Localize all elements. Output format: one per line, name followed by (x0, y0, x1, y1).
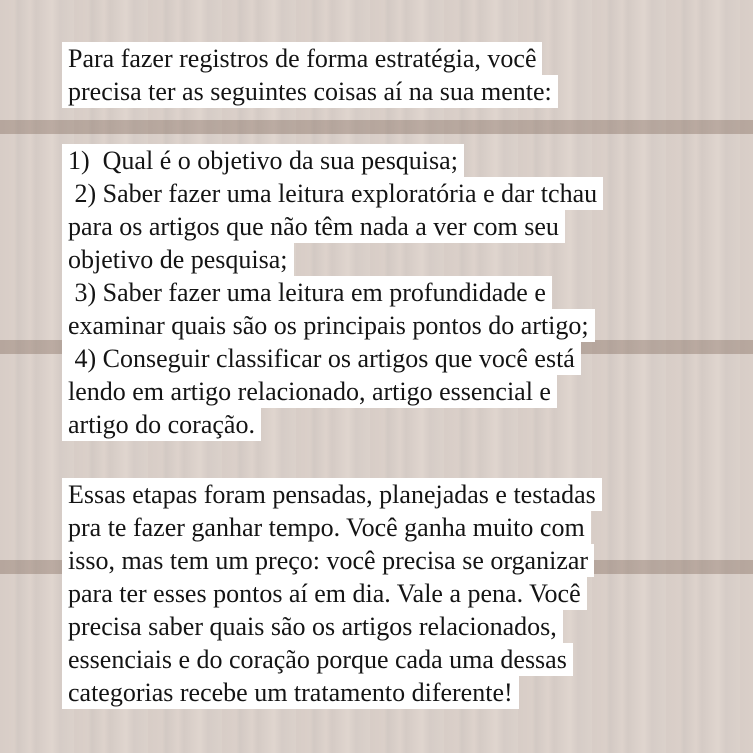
text-line: Essas etapas foram pensadas, planejadas e testadas (62, 478, 602, 511)
text-line: 1) Qual é o objetivo da sua pesquisa; (62, 144, 464, 177)
text-line: para ter esses pontos aí em dia. Vale a pena. Você (62, 577, 587, 610)
text-line: 4) Conseguir classificar os artigos que você está (62, 342, 581, 375)
paragraph-intro (62, 42, 558, 108)
text-line: essenciais e do coração porque cada uma dessas (62, 643, 573, 676)
text-line: examinar quais são os principais pontos do artigo; (62, 309, 595, 342)
text-line: precisa saber quais são os artigos relacionados, (62, 610, 563, 643)
text-line: precisa ter as seguintes coisas aí na sua mente: (62, 75, 558, 108)
text-line: para os artigos que não têm nada a ver com seu (62, 210, 565, 243)
paragraph-conclusion (62, 478, 602, 709)
paragraph-list (62, 144, 603, 441)
text-line: lendo em artigo relacionado, artigo essencial e (62, 375, 557, 408)
text-line: artigo do coração. (62, 408, 261, 441)
text-line: categorias recebe um tratamento diferente! (62, 676, 519, 709)
shelf-band (0, 120, 753, 134)
text-line: Para fazer registros de forma estratégia, você (62, 42, 542, 75)
text-line: 2) Saber fazer uma leitura exploratória e dar tchau (62, 177, 603, 210)
text-line: pra te fazer ganhar tempo. Você ganha muito com (62, 511, 591, 544)
text-line: isso, mas tem um preço: você precisa se organizar (62, 544, 594, 577)
text-line: objetivo de pesquisa; (62, 243, 294, 276)
text-line: 3) Saber fazer uma leitura em profundidade e (62, 276, 552, 309)
